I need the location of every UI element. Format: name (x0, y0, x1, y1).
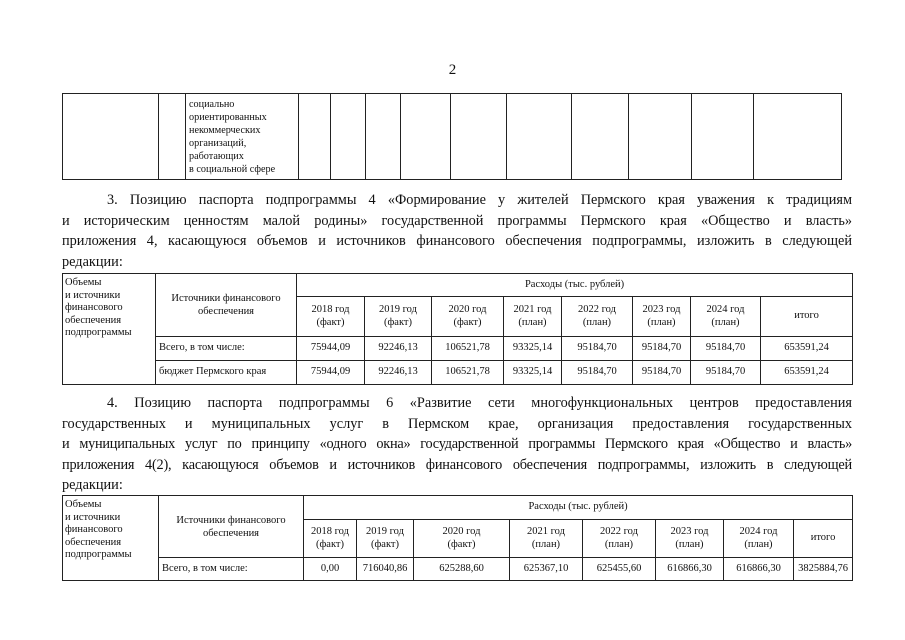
year-header (583, 520, 656, 558)
volumes-header-cell (63, 496, 159, 581)
value-cell: 653591,24 (761, 361, 853, 385)
year-header (562, 297, 633, 337)
text: (план) (518, 316, 547, 328)
text: (факт) (370, 538, 399, 550)
value-cell: 106521,78 (432, 337, 504, 361)
text: и источники (65, 511, 121, 523)
year-header (724, 520, 794, 558)
text: (план) (675, 538, 704, 550)
table-cell (401, 94, 451, 180)
table-cell (507, 94, 572, 180)
value-cell: 106521,78 (432, 361, 504, 385)
value-cell: 653591,24 (761, 337, 853, 361)
expenses-header: Расходы (тыс. рублей) (304, 496, 853, 520)
text: 2021 год (513, 304, 552, 315)
value-cell: 93325,14 (504, 337, 562, 361)
year-header (304, 520, 357, 558)
text: 2022 год (578, 304, 616, 315)
text: (план) (582, 316, 612, 328)
table-cell (63, 94, 159, 180)
text: (план) (711, 316, 740, 328)
source-cell: Всего, в том числе: (156, 337, 297, 361)
table-cell (299, 94, 331, 180)
source-cell: бюджет Пермского края (156, 361, 297, 385)
text: 2022 год (600, 526, 638, 537)
table-cell (331, 94, 366, 180)
text-line: организаций, (189, 138, 247, 149)
text: Источники финансового (176, 515, 286, 526)
paragraph-line: редакции: (62, 477, 123, 493)
expenses-header: Расходы (тыс. рублей) (297, 274, 853, 297)
paragraph-line: государственных и муниципальных услуг в Пермском крае, организация предоставления государственных (62, 415, 852, 432)
volumes-header-cell (63, 274, 156, 385)
paragraph-line: 3. Позицию паспорта подпрограммы 4 «Формирование у жителей Пермского края уважения к традициям (107, 192, 852, 208)
text: 2021 год (527, 526, 565, 537)
text: Объемы (65, 277, 102, 288)
text: Объемы (65, 499, 102, 510)
year-header (365, 297, 432, 337)
value-cell: 95184,70 (562, 337, 633, 361)
table-row (63, 361, 853, 385)
text: (план) (604, 538, 634, 550)
text: 2024 год (739, 526, 778, 537)
text: 2019 год (366, 526, 404, 537)
text: (факт) (383, 316, 412, 328)
value-cell: 75944,09 (297, 361, 365, 385)
text: подпрограммы (65, 549, 132, 560)
value-cell: 92246,13 (365, 361, 432, 385)
year-header (510, 520, 583, 558)
value-cell: 95184,70 (691, 361, 761, 385)
table-cell (366, 94, 401, 180)
text: обеспечения (65, 314, 122, 326)
text-line: некоммерческих (189, 125, 261, 136)
table-row (63, 337, 853, 361)
value-cell: 95184,70 (691, 337, 761, 361)
value-cell: 95184,70 (633, 337, 691, 361)
table-cell (572, 94, 629, 180)
text: (факт) (315, 538, 344, 550)
text-line: социально (189, 99, 235, 110)
value-cell: 616866,30 (724, 558, 794, 581)
paragraph-line: приложения 4, касающуюся объемов и источников финансового обеспечения подпрограммы, изложить в следующей (62, 233, 852, 249)
year-header (633, 297, 691, 337)
text: подпрограммы (65, 327, 132, 338)
table-row (63, 558, 853, 581)
year-header (432, 297, 504, 337)
value-cell: 93325,14 (504, 361, 562, 385)
total-header: итого (794, 520, 853, 558)
year-header (414, 520, 510, 558)
value-cell: 625288,60 (414, 558, 510, 581)
text: 2020 год (442, 526, 481, 537)
text: обеспечения (197, 305, 255, 317)
text: 2019 год (379, 304, 417, 315)
paragraph-line: и муниципальных услуг по принципу «одного окна» государственной программы Пермского края «Общество и власть» (62, 436, 852, 452)
value-cell: 716040,86 (357, 558, 414, 581)
paragraph-line: 4. Позицию паспорта подпрограммы 6 «Развитие сети многофункциональных центров предоставления (107, 395, 852, 411)
continuation-table (62, 93, 842, 180)
value-cell: 92246,13 (365, 337, 432, 361)
table-cell (186, 94, 299, 180)
text: Источники финансового (171, 293, 281, 304)
text: обеспечения (202, 527, 260, 539)
value-cell: 75944,09 (297, 337, 365, 361)
text: 2020 год (448, 304, 487, 315)
financing-table-subprogram-6 (62, 495, 853, 581)
value-cell: 3825884,76 (794, 558, 853, 581)
value-cell: 625455,60 (583, 558, 656, 581)
paragraph-line: редакции: (62, 253, 123, 270)
text: финансового (65, 302, 123, 313)
text: финансового (65, 524, 123, 535)
table-cell (754, 94, 842, 180)
text-line: работающих (189, 151, 244, 162)
source-cell: Всего, в том числе: (159, 558, 304, 581)
text: (факт) (316, 316, 345, 328)
text: 2023 год (670, 526, 709, 537)
paragraph-3 (62, 190, 852, 272)
value-cell: 95184,70 (633, 361, 691, 385)
text: (факт) (453, 316, 482, 328)
table-cell (159, 94, 186, 180)
total-header: итого (761, 297, 853, 337)
year-header (297, 297, 365, 337)
table-cell (692, 94, 754, 180)
year-header (691, 297, 761, 337)
text: 2018 год (311, 526, 349, 537)
financing-table-subprogram-4 (62, 273, 853, 385)
table-cell (451, 94, 507, 180)
page-number: 2 (448, 62, 457, 78)
sources-header-cell (156, 274, 297, 337)
text: (план) (744, 538, 773, 550)
text: и источники (65, 289, 121, 301)
text: 2023 год (642, 304, 681, 315)
year-header (504, 297, 562, 337)
paragraph-line: приложения 4(2), касающуюся объемов и источников финансового обеспечения подпрограммы, изложить в следующей (62, 456, 852, 473)
value-cell: 95184,70 (562, 361, 633, 385)
text: (факт) (447, 538, 476, 550)
sources-header-cell (159, 496, 304, 558)
text: (план) (531, 538, 561, 550)
text: (план) (647, 316, 676, 328)
year-header (656, 520, 724, 558)
text-line: в социальной сфере (189, 164, 276, 175)
value-cell: 625367,10 (510, 558, 583, 581)
text: 2024 год (706, 304, 745, 315)
value-cell: 616866,30 (656, 558, 724, 581)
year-header (357, 520, 414, 558)
text: обеспечения (65, 536, 122, 548)
paragraph-4 (62, 393, 852, 496)
paragraph-line: и историческим ценностям малой родины» государственной программы Пермского края «Общество и власть» (62, 212, 852, 229)
table-cell (629, 94, 692, 180)
text-line: ориентированных (189, 112, 267, 123)
value-cell: 0,00 (304, 558, 357, 581)
text: 2018 год (311, 304, 350, 315)
